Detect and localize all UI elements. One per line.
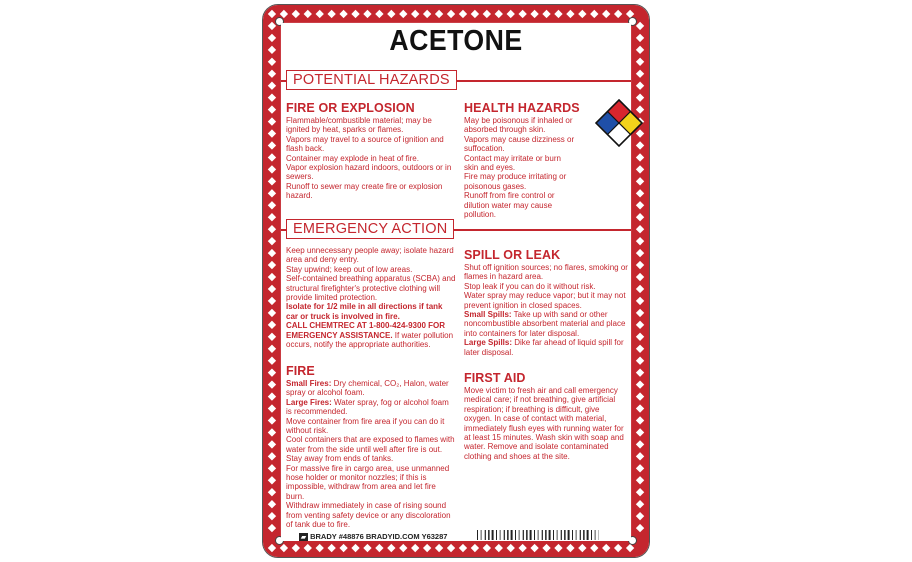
health-hazards-line: Contact may irritate or burn skin and eyes. [464,153,561,173]
spill-line: Shut off ignition sources; no flares, smoking or flames in hazard area. [464,263,628,282]
part-number: #48876 [338,532,364,541]
spill-line-large [464,338,628,357]
small-fires-text: Dry chemical, CO₂, Halon, water spray or alcohol foam. [286,379,449,398]
health-hazards-line: Vapors may cause dizziness or suffocation. [464,134,575,154]
heading-health-hazards: HEALTH HAZARDS [464,101,580,115]
brady-logo: ▰ [301,534,306,541]
spill-leak-text [464,263,628,357]
spill-line: Stop leak if you can do it without risk. [464,281,596,291]
health-hazards-line: May be poisonous if inhaled or absorbed through skin. [464,116,573,135]
large-spills-label: Large Spills: [464,338,513,348]
emergency-line-chemtrec [286,321,456,349]
fire-text [286,379,456,530]
small-spills-label: Small Spills: [464,310,512,320]
emergency-line-rest: If water pollution occurs, notify the appropriate authorities. [286,330,454,350]
emergency-action-text [286,246,456,349]
fire-line: Withdraw immediately in case of rising sound from venting safety device or any discoloration of tank due to fire. [286,501,451,530]
emergency-line: Stay upwind; keep out of low areas. [286,264,413,274]
section-emergency-action: EMERGENCY ACTION [286,219,454,239]
fire-line: Cool containers that are exposed to flames with water from the side until well after fire is out. Stay away from ends of tanks. [286,435,455,464]
heading-fire-explosion: FIRE OR EXPLOSION [286,101,415,115]
fire-line: Move container from fire area if you can do it without risk. [286,416,445,436]
fire-explosion-text [286,116,456,201]
fire-explosion-line: Runoff to sewer may create fire or explosion hazard. [286,181,443,201]
emergency-line: Self-contained breathing apparatus (SCBA) and structural firefighter's protective clothing will provide limited protection. [286,274,456,303]
sign-content [281,23,631,541]
fire-line-small [286,379,456,398]
large-spills-text: Dike far ahead of liquid spill for later disposal. [464,338,624,357]
heading-fire: FIRE [286,364,315,378]
emergency-line-bold: Isolate for 1/2 mile in all directions if tank car or truck is involved in fire. [286,302,443,321]
health-hazards-text [464,116,576,219]
health-hazards-line: Runoff from fire control or dilution water may cause pollution. [464,191,555,220]
safety-sign [262,4,650,558]
website: BRADYID.COM [365,532,420,541]
large-fires-label: Large Fires: [286,397,332,407]
chemtrec-phone: CALL CHEMTREC AT 1-800-424-9300 FOR EMERGENCY ASSISTANCE. [286,321,445,340]
section-potential-hazards: POTENTIAL HAZARDS [286,70,457,90]
health-hazards-line: Fire may produce irritating or poisonous gases. [464,172,567,191]
fire-explosion-line: Vapors may travel to a source of ignition and flash back. [286,134,444,154]
nfpa-diamond-icon [595,99,643,147]
large-fires-text: Water spray, fog or alcohol foam is recommended. [286,397,449,417]
barcode [477,530,599,540]
fire-line: For massive fire in cargo area, use unmanned hose holder or monitor nozzles; if this is impossible, withdraw from area and let fire burn. [286,463,450,501]
sign-footer [299,532,447,541]
heading-spill-leak: SPILL OR LEAK [464,248,561,262]
fire-explosion-line: Flammable/combustible material; may be ignited by heat, sparks or flames. [286,116,432,135]
fire-explosion-line: Vapor explosion hazard indoors, outdoors or in sewers. [286,163,452,182]
spill-line-small [464,310,628,338]
sign-title: ACETONE [389,25,523,57]
fire-line-large [286,398,456,417]
first-aid-text: Move victim to fresh air and call emergency medical care; if not breathing, give artificial respiration; if breathing is difficult, give oxygen. In case of contact with material, immediately flush eyes with running water for at least 15 minutes. Wash skin with soap and water. Remove and isolate contaminated clothing and shoes at the site. [464,386,624,461]
small-fires-label: Small Fires: [286,379,332,388]
brand-name: BRADY [310,532,337,541]
emergency-line: Keep unnecessary people away; isolate hazard area and deny entry. [286,246,454,265]
spill-line: Water spray may reduce vapor; but it may not prevent ignition in closed spaces. [464,291,626,310]
product-code: Y63287 [421,532,448,541]
heading-first-aid: FIRST AID [464,371,526,385]
fire-explosion-line: Container may explode in heat of fire. [286,153,419,163]
small-spills-text: Take up with sand or other noncombustible absorbent material and place into containers for later disposal. [464,310,626,338]
